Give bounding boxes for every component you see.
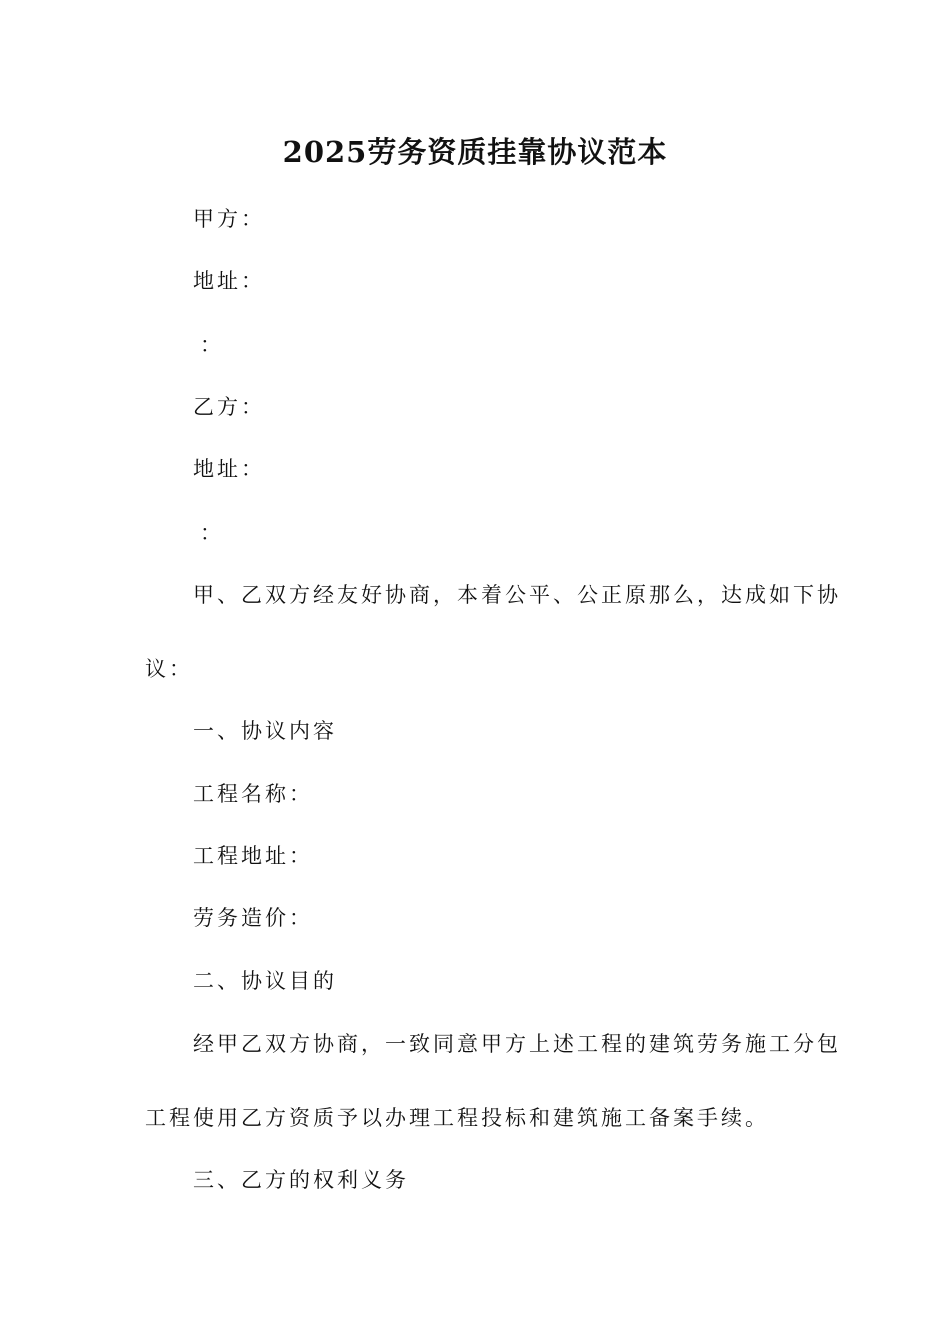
- section-3-heading: 三、乙方的权利义务: [193, 1168, 409, 1192]
- party-b-label: 乙方：: [193, 395, 265, 419]
- section-2-heading: 二、协议目的: [193, 969, 337, 993]
- purpose-paragraph-line-1: 经甲乙双方协商，一致同意甲方上述工程的建筑劳务施工分包: [193, 1032, 841, 1056]
- party-b-address: 地址：: [193, 457, 265, 481]
- labor-cost-field: 劳务造价：: [193, 906, 313, 930]
- project-name-field: 工程名称：: [193, 782, 313, 806]
- purpose-paragraph-line-2: 工程使用乙方资质予以办理工程投标和建筑施工备案手续。: [145, 1106, 769, 1130]
- party-a-address: 地址：: [193, 269, 265, 293]
- party-a-label: 甲方：: [193, 207, 265, 231]
- document-title: 2025劳务资质挂靠协议范本: [282, 135, 668, 169]
- intro-paragraph-line-1: 甲、乙双方经友好协商，本着公平、公正原那么，达成如下协: [193, 583, 841, 607]
- party-b-blank-field: ：: [200, 521, 224, 545]
- section-1-heading: 一、协议内容: [193, 719, 337, 743]
- intro-paragraph-line-2: 议：: [145, 657, 193, 681]
- party-a-blank-field: ：: [200, 333, 224, 357]
- project-address-field: 工程地址：: [193, 844, 313, 868]
